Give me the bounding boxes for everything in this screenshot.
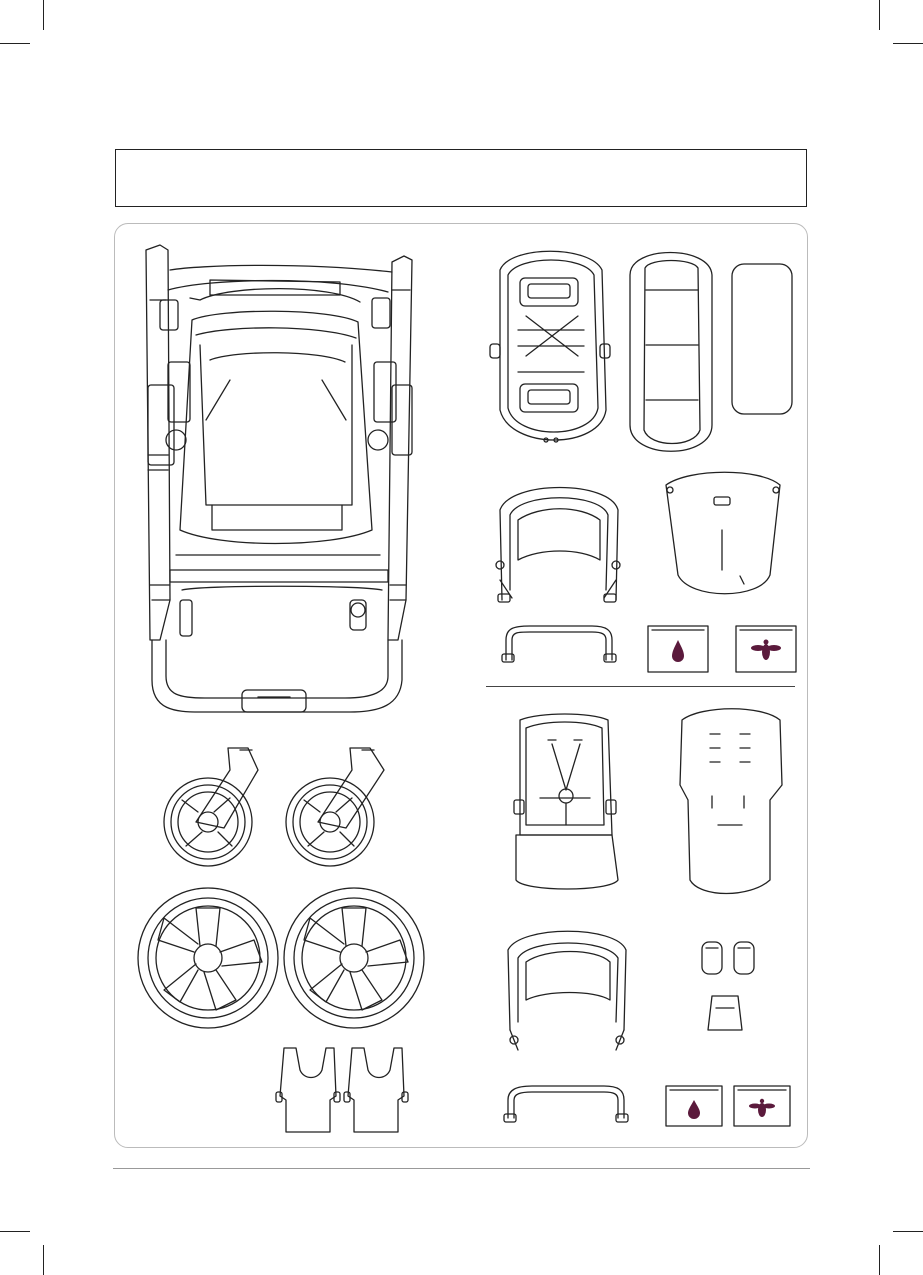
bee-icon	[751, 640, 781, 661]
drop-icon	[688, 1100, 700, 1119]
bee-icon	[749, 1099, 775, 1117]
drop-icon	[672, 640, 684, 662]
